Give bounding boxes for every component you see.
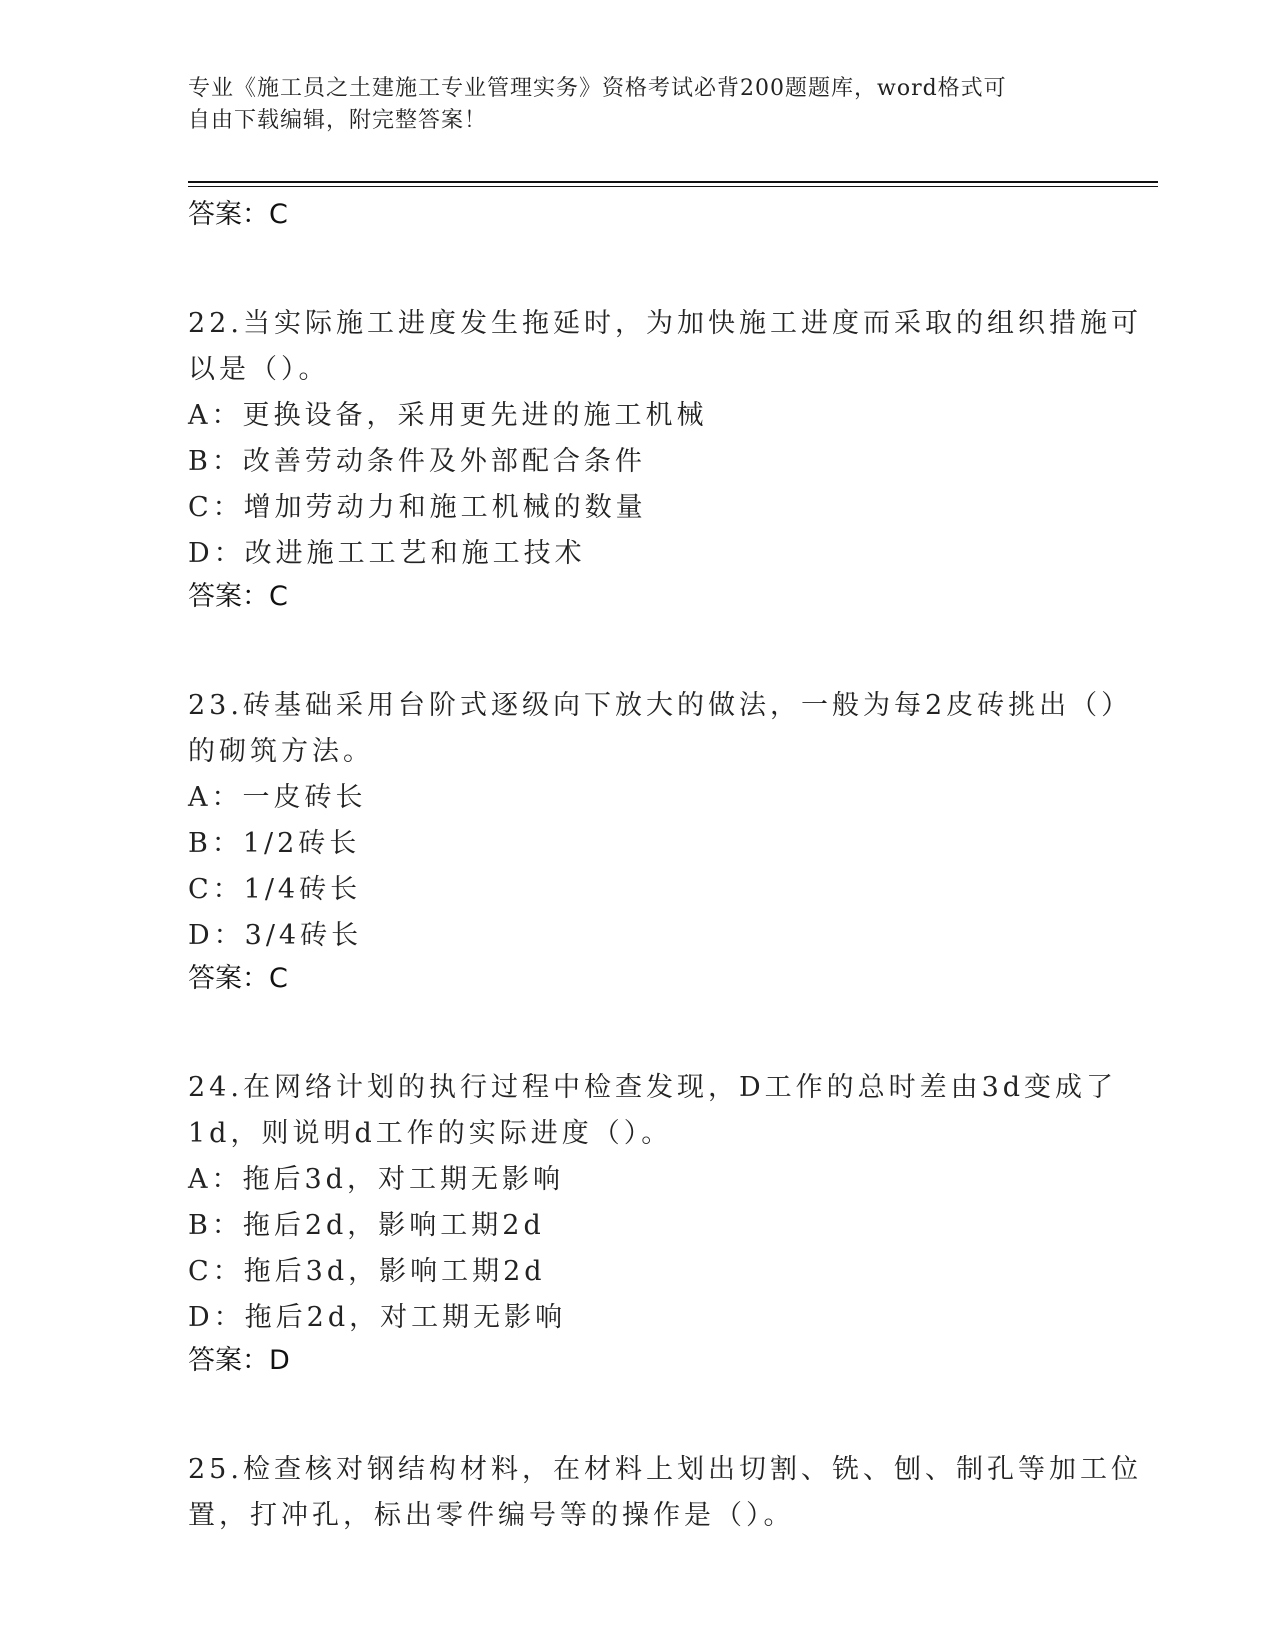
option-a: A：更换设备，采用更先进的施工机械 — [188, 400, 708, 431]
answer-line: 答案：C — [188, 581, 288, 612]
option-b: B：改善劳动条件及外部配合条件 — [188, 446, 646, 477]
header-divider-thin — [188, 186, 1158, 187]
option-d: D：3/4砖长 — [188, 920, 363, 951]
option-d: D：改进施工工艺和施工技术 — [188, 538, 586, 569]
header-line-2: 自由下载编辑，附完整答案！ — [188, 108, 488, 133]
option-a: A：拖后3d，对工期无影响 — [188, 1164, 564, 1195]
question-22 — [188, 301, 1142, 617]
option-b: B：1/2砖长 — [188, 828, 361, 859]
question-24 — [188, 1065, 1118, 1381]
question-text-line: 25.检查核对钢结构材料，在材料上划出切割、铣、刨、制孔等加工位 — [188, 1454, 1142, 1485]
header-divider-thick — [188, 181, 1158, 183]
question-25 — [188, 1447, 1142, 1539]
option-c: C：1/4砖长 — [188, 874, 362, 905]
answer-line: 答案：C — [188, 963, 288, 994]
question-text-line: 24.在网络计划的执行过程中检查发现，D工作的总时差由3d变成了 — [188, 1072, 1118, 1103]
option-a: A：一皮砖长 — [188, 782, 367, 813]
spacer — [188, 999, 1088, 1065]
spacer — [188, 235, 1088, 301]
answer-line: 答案：C — [188, 199, 288, 230]
question-list — [188, 195, 1142, 1539]
question-text-line: 1d，则说明d工作的实际进度（）。 — [188, 1118, 673, 1149]
question-text-line: 的砌筑方法。 — [188, 736, 374, 767]
question-text-line: 置，打冲孔，标出零件编号等的操作是（）。 — [188, 1500, 795, 1531]
option-c: C：拖后3d，影响工期2d — [188, 1256, 546, 1287]
document-header — [188, 73, 1068, 137]
question-text-line: 以是（）。 — [188, 354, 330, 385]
option-b: B：拖后2d，影响工期2d — [188, 1210, 545, 1241]
spacer — [188, 1381, 1088, 1447]
answer-line: 答案：D — [188, 1345, 290, 1376]
option-c: C：增加劳动力和施工机械的数量 — [188, 492, 647, 523]
question-text-line: 22.当实际施工进度发生拖延时，为加快施工进度而采取的组织措施可 — [188, 308, 1142, 339]
question-23 — [188, 683, 1133, 999]
header-line-1: 专业《施工员之土建施工专业管理实务》资格考试必背200题题库，word格式可 — [188, 76, 1007, 101]
option-d: D：拖后2d，对工期无影响 — [188, 1302, 567, 1333]
spacer — [188, 617, 1088, 683]
question-text-line: 23.砖基础采用台阶式逐级向下放大的做法，一般为每2皮砖挑出（） — [188, 690, 1133, 721]
